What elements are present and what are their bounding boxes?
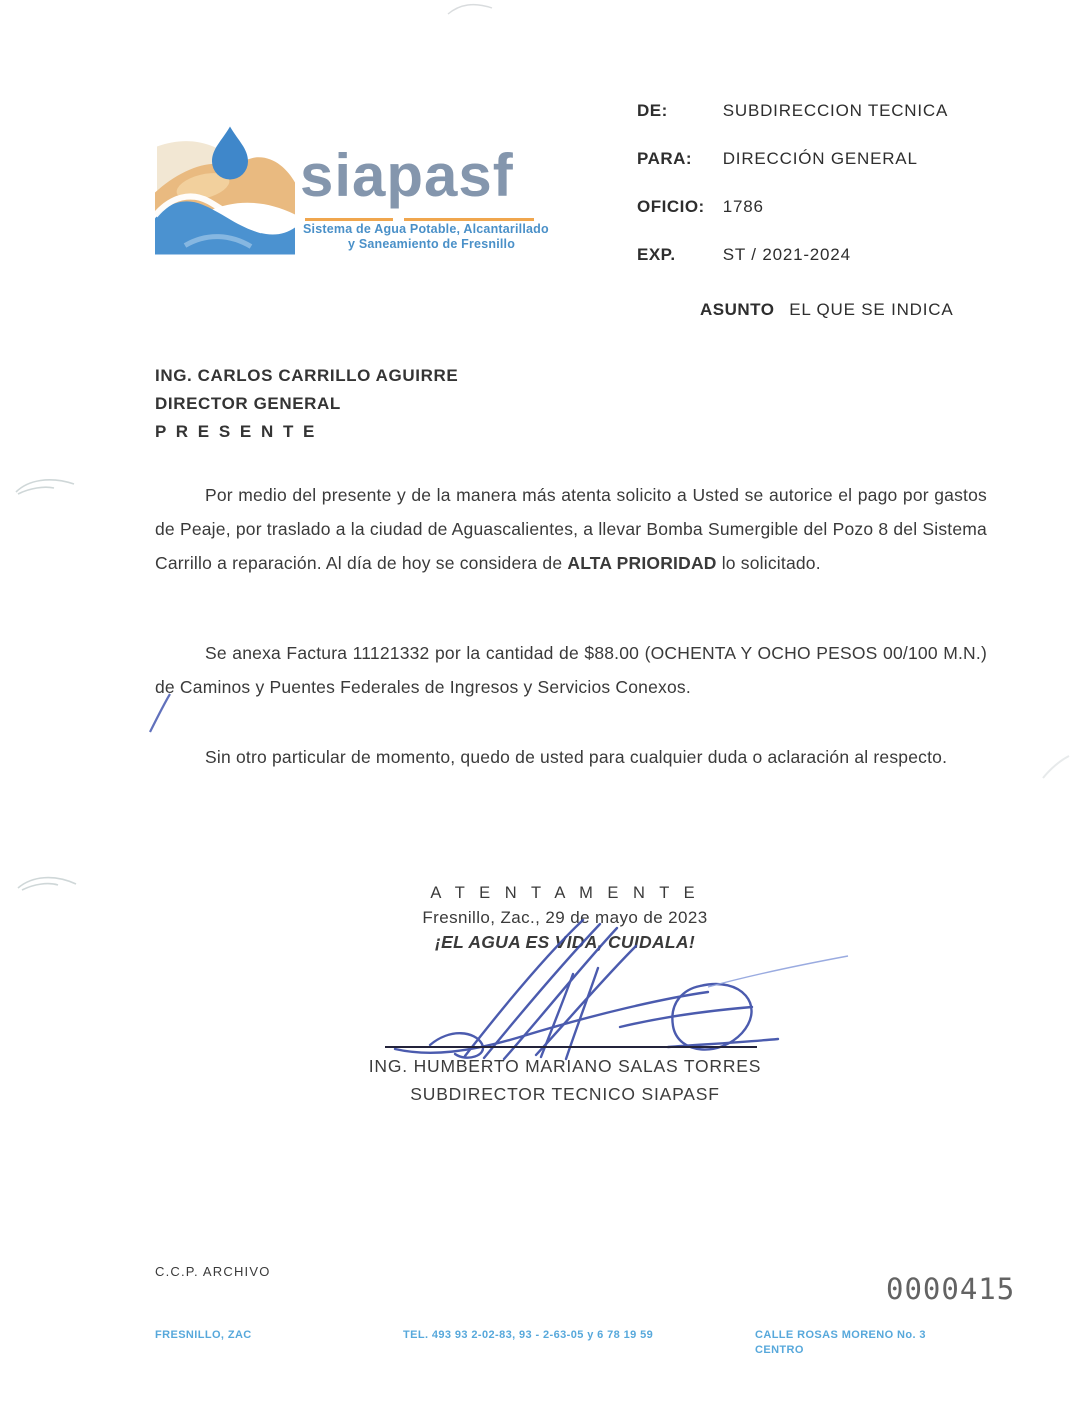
scan-smudge-left-2 bbox=[12, 866, 82, 902]
date-line: Fresnillo, Zac., 29 de mayo de 2023 bbox=[422, 908, 708, 927]
field-value: 1786 bbox=[722, 197, 764, 216]
logo-tagline-line2: y Saneamiento de Fresnillo bbox=[348, 237, 516, 251]
signer-name: ING. HUMBERTO MARIANO SALAS TORRES bbox=[368, 1056, 762, 1076]
field-value: SUBDIRECCION TECNICA bbox=[722, 101, 949, 120]
paragraph-1-text: Por medio del presente y de la manera más atenta solicito a Usted se autorice el pago por gastos de Peaje, por traslado a la ciudad de Aguascalientes, a llevar Bomba Sumergible del Pozo 8 del Sistema Carrillo a reparación. Al día de hoy se considera de bbox=[155, 485, 987, 573]
field-label: DE: bbox=[637, 101, 668, 120]
header-field-exp bbox=[637, 245, 851, 265]
field-value: ST / 2021-2024 bbox=[722, 245, 851, 264]
logo-tagline-line1: Sistema de Agua Potable, Alcantarillado bbox=[303, 222, 549, 236]
signature-line bbox=[385, 1046, 757, 1048]
signer-block bbox=[330, 1052, 800, 1108]
field-label: OFICIO: bbox=[637, 197, 705, 216]
footer-address-line2: CENTRO bbox=[755, 1344, 804, 1356]
recipient-block bbox=[155, 362, 458, 446]
paragraph-2: Se anexa Factura 11121332 por la cantidad de $88.00 (OCHENTA Y OCHO PESOS 00/100 M.N.) de Caminos y Puentes Federales de Ingresos y Servicios Conexos. bbox=[155, 643, 987, 697]
signer-title: SUBDIRECTOR TECNICO SIAPASF bbox=[410, 1084, 720, 1104]
slogan-line: ¡EL AGUA ES VIDA, CUIDALA! bbox=[435, 932, 695, 952]
atentamente-line: A T E N T A M E N T E bbox=[430, 884, 700, 902]
paragraph-1-bold: ALTA PRIORIDAD bbox=[567, 553, 717, 573]
recipient-title: DIRECTOR GENERAL bbox=[155, 394, 341, 413]
siapasf-logo-icon bbox=[155, 122, 295, 257]
scan-smudge-right bbox=[1035, 748, 1075, 788]
water-drop-icon bbox=[212, 127, 248, 180]
siapasf-wordmark: siapasf bbox=[300, 142, 514, 209]
scan-smudge-left-1 bbox=[10, 468, 80, 504]
folio-stamp: 0000415 bbox=[886, 1272, 1016, 1306]
paragraph-1-end: lo solicitado. bbox=[716, 553, 821, 573]
footer-phone: TEL. 493 93 2-02-83, 93 - 2-63-05 y 6 78 19 59 bbox=[403, 1329, 654, 1341]
recipient-name: ING. CARLOS CARRILLO AGUIRRE bbox=[155, 366, 459, 385]
footer-city: FRESNILLO, ZAC bbox=[155, 1329, 252, 1341]
handwritten-signature bbox=[370, 916, 870, 1066]
paragraph-3: Sin otro particular de momento, quedo de usted para cualquier duda o aclaración al respecto. bbox=[205, 747, 948, 767]
field-label: PARA: bbox=[637, 149, 693, 168]
header-field-oficio bbox=[637, 197, 764, 217]
wordmark-underline-left bbox=[305, 218, 393, 221]
footer-address bbox=[755, 1328, 926, 1358]
header-field-de bbox=[637, 101, 948, 121]
field-value: DIRECCIÓN GENERAL bbox=[722, 149, 918, 168]
recipient-presente: P R E S E N T E bbox=[155, 422, 317, 441]
subject-line bbox=[700, 300, 953, 320]
subject-label: ASUNTO bbox=[700, 300, 775, 319]
ccp-line: C.C.P. ARCHIVO bbox=[155, 1264, 271, 1279]
wordmark-underline-right bbox=[404, 218, 534, 221]
field-label: EXP. bbox=[637, 245, 676, 264]
subject-value: EL QUE SE INDICA bbox=[789, 300, 954, 319]
paragraph-1 bbox=[155, 478, 987, 580]
header-field-para bbox=[637, 149, 918, 169]
scan-smudge-top bbox=[440, 0, 500, 20]
footer-address-line1: CALLE ROSAS MORENO No. 3 bbox=[755, 1329, 926, 1341]
